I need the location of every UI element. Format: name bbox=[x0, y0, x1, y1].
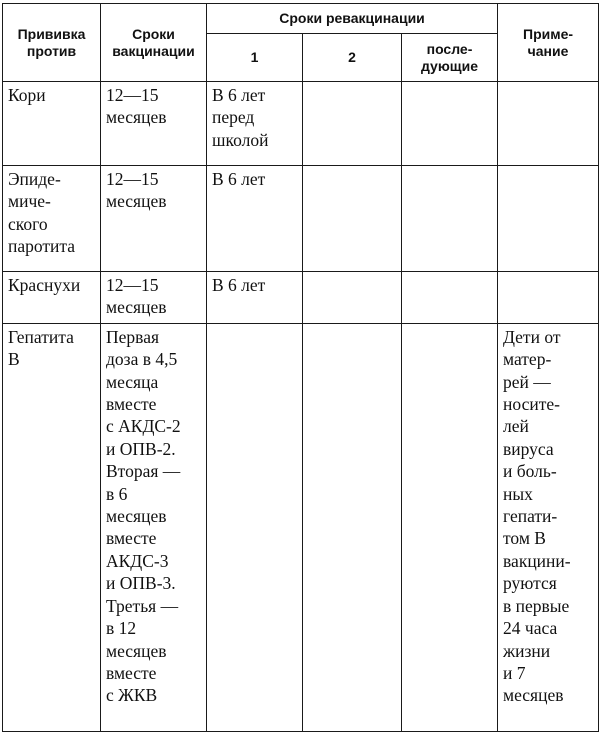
cell-vaccination: 12—15 месяцев bbox=[101, 166, 207, 272]
cell-revaccination-2 bbox=[303, 323, 402, 731]
cell-revaccination-1: В 6 лет перед школой bbox=[207, 82, 303, 166]
cell-note bbox=[498, 166, 599, 272]
cell-revaccination-subsequent bbox=[402, 323, 498, 731]
cell-revaccination-subsequent bbox=[402, 272, 498, 324]
cell-against: Краснухи bbox=[3, 272, 101, 324]
cell-against: Кори bbox=[3, 82, 101, 166]
header-revaccination-terms: Сроки ревакцинации bbox=[207, 4, 498, 34]
cell-revaccination-1: В 6 лет bbox=[207, 272, 303, 324]
cell-against: Гепатита В bbox=[3, 323, 101, 731]
cell-revaccination-2 bbox=[303, 272, 402, 324]
table-row-measles bbox=[3, 82, 599, 166]
cell-vaccination: 12—15 месяцев bbox=[101, 82, 207, 166]
table-row-mumps bbox=[3, 166, 599, 272]
cell-against: Эпиде- миче- ского паротита bbox=[3, 166, 101, 272]
header-row bbox=[3, 4, 599, 34]
header-revaccination-subsequent: после- дующие bbox=[402, 34, 498, 82]
cell-revaccination-2 bbox=[303, 82, 402, 166]
cell-vaccination: Первая доза в 4,5 месяца вместе с АКДС-2 и ОПВ-2. Вторая — в 6 месяцев вместе АКДС-3 и ОПВ-3. Третья — в 12 месяцев вместе с ЖКВ bbox=[101, 323, 207, 731]
cell-note: Дети от матер- рей — носите- лей вируса и боль- ных гепати- том В вакцини- руются в первые 24 часа жизни и 7 месяцев bbox=[498, 323, 599, 731]
cell-note bbox=[498, 82, 599, 166]
vaccination-schedule-table bbox=[2, 3, 599, 732]
header-revaccination-1: 1 bbox=[207, 34, 303, 82]
cell-revaccination-2 bbox=[303, 166, 402, 272]
header-vaccination-against: Прививка против bbox=[3, 4, 101, 82]
header-vaccination-terms: Сроки вакцинации bbox=[101, 4, 207, 82]
header-note: Приме- чание bbox=[498, 4, 599, 82]
table-row-rubella bbox=[3, 272, 599, 324]
cell-note bbox=[498, 272, 599, 324]
cell-revaccination-subsequent bbox=[402, 166, 498, 272]
cell-revaccination-1 bbox=[207, 323, 303, 731]
cell-revaccination-1: В 6 лет bbox=[207, 166, 303, 272]
cell-revaccination-subsequent bbox=[402, 82, 498, 166]
header-revaccination-2: 2 bbox=[303, 34, 402, 82]
table-row-hepatitis-b bbox=[3, 323, 599, 731]
cell-vaccination: 12—15 месяцев bbox=[101, 272, 207, 324]
